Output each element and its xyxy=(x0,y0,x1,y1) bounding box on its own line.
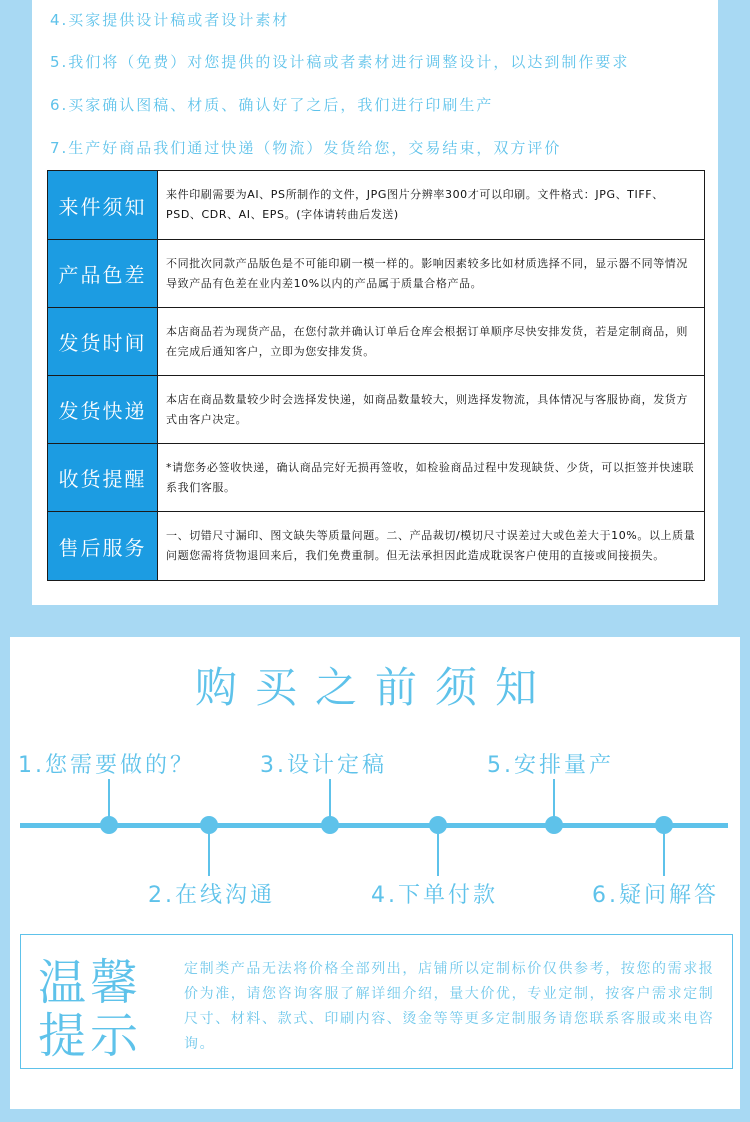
step-5: 5.我们将（免费）对您提供的设计稿或者素材进行调整设计，以达到制作要求 xyxy=(50,53,630,71)
warm-tip-title-line1: 温馨 xyxy=(38,955,143,1011)
timeline-step-3: 3.设计定稿 xyxy=(260,753,387,778)
step-6: 6.买家确认图稿、材质、确认好了之后，我们进行印刷生产 xyxy=(50,96,494,114)
notice-text: 不同批次同款产品版色是不可能印刷一模一样的。影响因素较多比如材质选择不同，显示器不同等情况导致产品有色差在业内差10%以内的产品属于质量合格产品。 xyxy=(166,256,688,290)
timeline-step-1: 1.您需要做的？ xyxy=(18,753,195,778)
notice-label: 发货快递 xyxy=(48,376,158,443)
notice-row-color xyxy=(48,240,704,308)
notice-text: 来件印刷需要为AI、PS所制作的文件，JPG图片分辨率300才可以印刷。文件格式：JPG、TIFF、PSD、CDR、AI、EPS。(字体请转曲后发送) xyxy=(166,188,664,221)
notice-label: 发货时间 xyxy=(48,308,158,375)
notice-text: 一、切错尺寸漏印、图文缺失等质量问题。二、产品裁切/模切尺寸误差过大或色差大于10%。以上质量问题您需将货物退回来后，我们免费重制。但无法承担因此造成耽误客户使用的直接或间接损失。 xyxy=(166,529,696,562)
purchase-title: 购买之前须知 xyxy=(194,663,555,712)
warm-tip-title-line2: 提示 xyxy=(38,1008,143,1064)
notice-row-courier xyxy=(48,376,704,444)
step-7: 7.生产好商品我们通过快递（物流）发货给您，交易结束，双方评价 xyxy=(50,139,562,157)
timeline-step-2: 2.在线沟通 xyxy=(148,883,275,908)
timeline-dot xyxy=(429,816,447,834)
timeline-step-6: 6.疑问解答 xyxy=(592,883,719,908)
step-4: 4.买家提供设计稿或者设计素材 xyxy=(50,11,290,29)
notice-text: *请您务必签收快递，确认商品完好无损再签收，如检验商品过程中发现缺货、少货，可以拒签并快速联系我们客服。 xyxy=(166,460,695,494)
timeline-dot xyxy=(321,816,339,834)
notice-table xyxy=(47,170,705,581)
timeline-dot xyxy=(200,816,218,834)
notice-row-ship-time xyxy=(48,308,704,376)
timeline-dot xyxy=(655,816,673,834)
notice-label: 售后服务 xyxy=(48,512,158,580)
notice-text: 本店商品若为现货产品，在您付款并确认订单后仓库会根据订单顺序尽快安排发货，若是定制商品，则在完成后通知客户，立即为您安排发货。 xyxy=(166,324,688,358)
notice-row-receipt xyxy=(48,444,704,512)
warm-tip-text: 定制类产品无法将价格全部列出，店铺所以定制标价仅供参考，按您的需求报价为准，请您咨询客服了解详细介绍，量大价优，专业定制，按客户需求定制尺寸、材料、款式、印刷内容、烫金等等更多定制服务请您联系客服或来电咨询。 xyxy=(184,961,715,1052)
timeline-step-4: 4.下单付款 xyxy=(371,883,498,908)
notice-row-files xyxy=(48,171,704,240)
timeline-line xyxy=(20,823,728,828)
notice-row-after-sales xyxy=(48,512,704,580)
notice-label: 产品色差 xyxy=(48,240,158,307)
notice-text: 本店在商品数量较少时会选择发快递，如商品数量较大，则选择发物流，具体情况与客服协商，发货方式由客户决定。 xyxy=(166,392,688,426)
notice-label: 来件须知 xyxy=(48,171,158,239)
timeline-step-5: 5.安排量产 xyxy=(487,753,614,778)
timeline-dot xyxy=(100,816,118,834)
timeline-dot xyxy=(545,816,563,834)
notice-label: 收货提醒 xyxy=(48,444,158,511)
